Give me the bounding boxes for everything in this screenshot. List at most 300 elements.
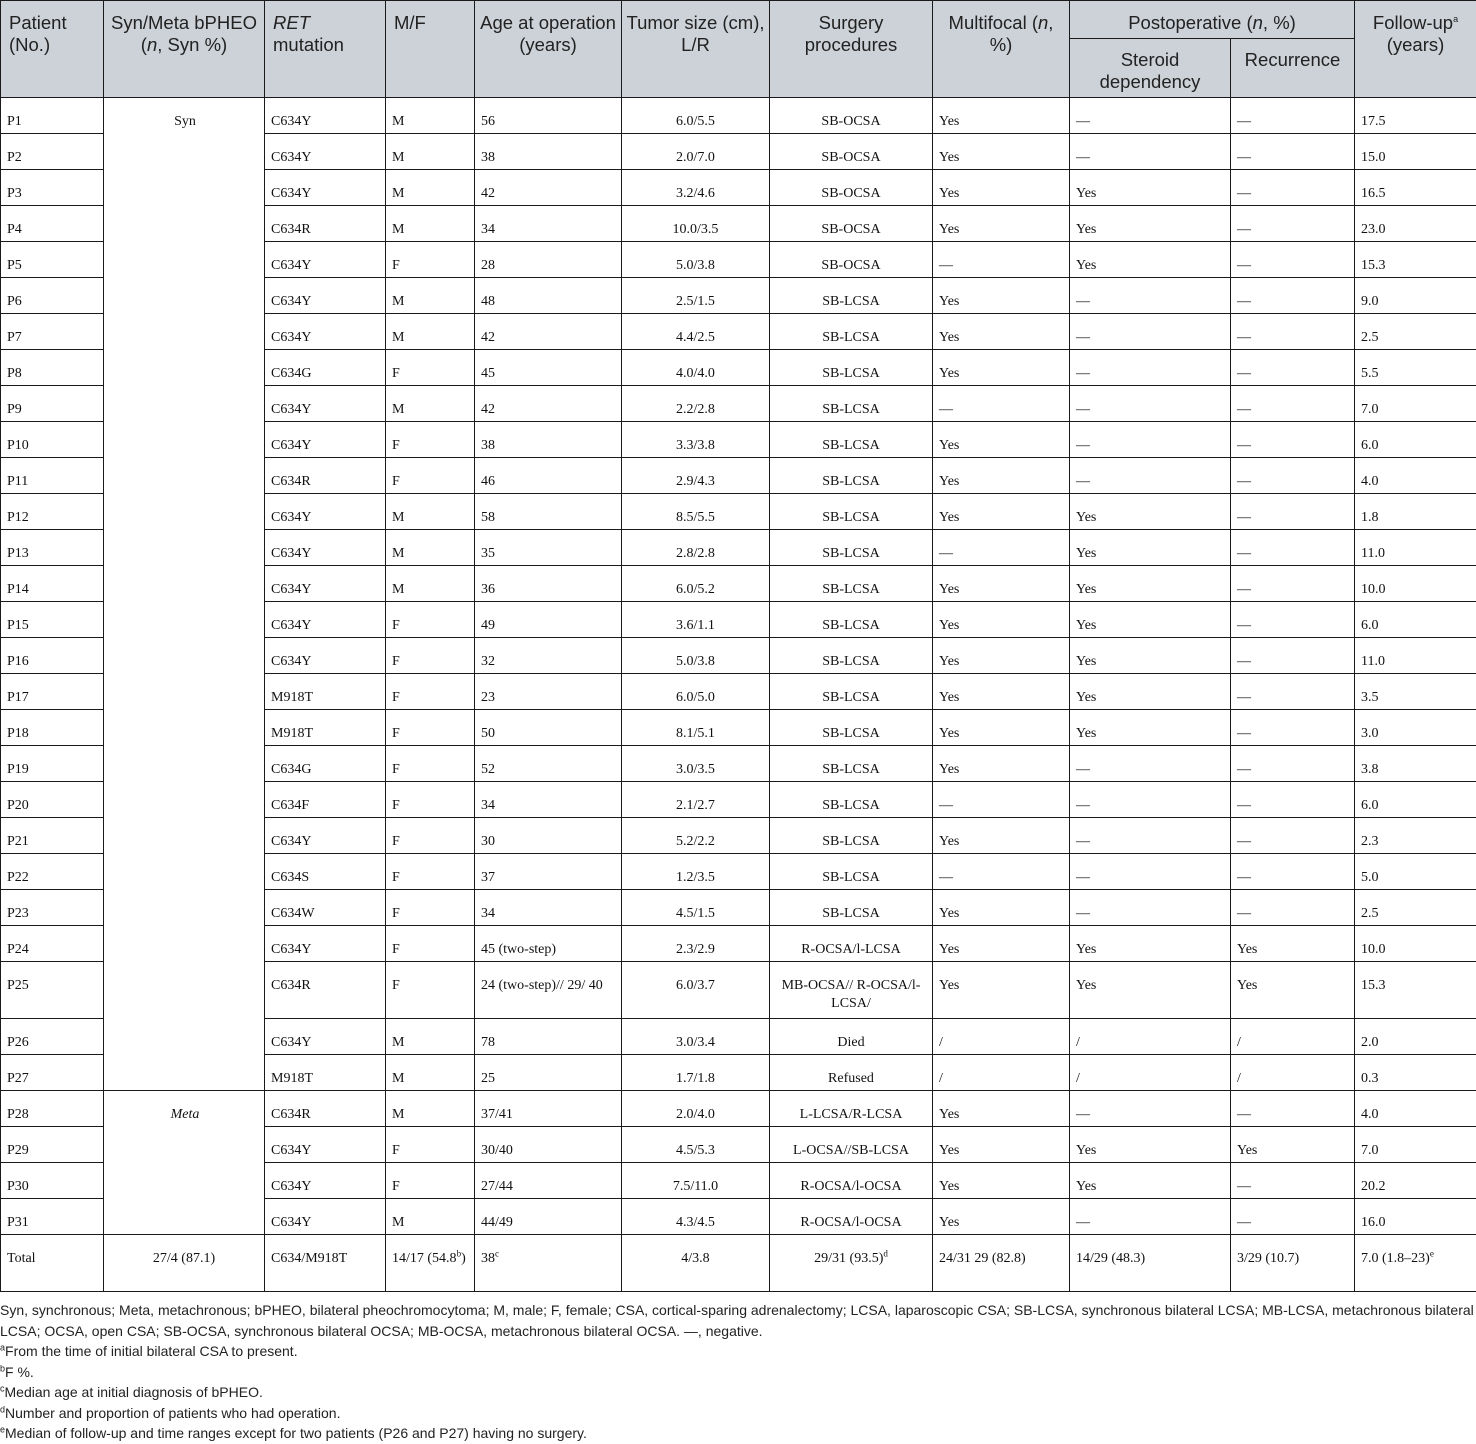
- header-surgery: Surgery procedures: [770, 1, 933, 98]
- cell-followup: 3.8: [1355, 746, 1476, 782]
- cell-followup: 2.0: [1355, 1019, 1476, 1055]
- header-steroid: Steroid dependency: [1070, 39, 1231, 98]
- header-age: Age at operation (years): [475, 1, 622, 98]
- cell-tumor: 3.3/3.8: [622, 422, 770, 458]
- cell-mf: M: [386, 1091, 475, 1127]
- cell-age: 42: [475, 170, 622, 206]
- cell-followup: 5.5: [1355, 350, 1476, 386]
- cell-multifocal: Yes: [933, 1199, 1070, 1235]
- cell-age: 30: [475, 818, 622, 854]
- cell-ret: C634Y: [265, 602, 386, 638]
- cell-ret: C634Y: [265, 422, 386, 458]
- cell-patient: P12: [1, 494, 104, 530]
- cell-ret: C634Y: [265, 278, 386, 314]
- cell-steroid: Yes: [1070, 494, 1231, 530]
- cell-steroid: Yes: [1070, 926, 1231, 962]
- cell-surgery: SB-LCSA: [770, 314, 933, 350]
- cell-recurrence: Yes: [1231, 1127, 1355, 1163]
- total-steroid: 14/29 (48.3): [1070, 1235, 1231, 1292]
- cell-ret: C634Y: [265, 1199, 386, 1235]
- cell-followup: 4.0: [1355, 458, 1476, 494]
- cell-steroid: —: [1070, 278, 1231, 314]
- cell-followup: 2.5: [1355, 890, 1476, 926]
- cell-followup: 4.0: [1355, 1091, 1476, 1127]
- cell-followup: 3.5: [1355, 674, 1476, 710]
- cell-steroid: Yes: [1070, 206, 1231, 242]
- cell-recurrence: —: [1231, 638, 1355, 674]
- cell-tumor: 8.5/5.5: [622, 494, 770, 530]
- cell-steroid: Yes: [1070, 1163, 1231, 1199]
- cell-patient: P5: [1, 242, 104, 278]
- cell-mf: M: [386, 494, 475, 530]
- cell-multifocal: —: [933, 530, 1070, 566]
- cell-multifocal: Yes: [933, 494, 1070, 530]
- cell-surgery: R-OCSA/l-OCSA: [770, 1199, 933, 1235]
- cell-surgery: Refused: [770, 1055, 933, 1091]
- table-row: [1, 98, 1476, 134]
- cell-surgery: SB-LCSA: [770, 530, 933, 566]
- total-recurrence: 3/29 (10.7): [1231, 1235, 1355, 1292]
- cell-mf: F: [386, 710, 475, 746]
- cell-surgery: SB-LCSA: [770, 458, 933, 494]
- cell-mf: F: [386, 674, 475, 710]
- footnote-item: $^e$Median of follow-up and time ranges except for two patients (P26 and P27) having no surgery.: [0, 1423, 1476, 1444]
- cell-multifocal: Yes: [933, 314, 1070, 350]
- cell-followup: 15.0: [1355, 134, 1476, 170]
- cell-steroid: —: [1070, 422, 1231, 458]
- cell-ret: C634Y: [265, 1163, 386, 1199]
- cell-patient: P31: [1, 1199, 104, 1235]
- footnote-item: $^b$F %.: [0, 1362, 1476, 1383]
- cell-mf: M: [386, 170, 475, 206]
- cell-ret: M918T: [265, 710, 386, 746]
- table-row: [1, 1091, 1476, 1127]
- cell-steroid: Yes: [1070, 530, 1231, 566]
- cell-ret: C634Y: [265, 494, 386, 530]
- cell-steroid: —: [1070, 350, 1231, 386]
- cell-steroid: Yes: [1070, 962, 1231, 1019]
- cell-recurrence: —: [1231, 494, 1355, 530]
- cell-recurrence: —: [1231, 386, 1355, 422]
- cell-surgery: Died: [770, 1019, 933, 1055]
- cell-multifocal: Yes: [933, 962, 1070, 1019]
- cell-steroid: —: [1070, 458, 1231, 494]
- cell-age: 56: [475, 98, 622, 134]
- header-syn-meta: Syn/Meta bPHEO (n, Syn %): [104, 1, 265, 98]
- cell-patient: P6: [1, 278, 104, 314]
- cell-followup: 1.8: [1355, 494, 1476, 530]
- cell-age: 42: [475, 314, 622, 350]
- cell-followup: 11.0: [1355, 530, 1476, 566]
- cell-recurrence: —: [1231, 1163, 1355, 1199]
- cell-tumor: 2.3/2.9: [622, 926, 770, 962]
- cell-multifocal: Yes: [933, 818, 1070, 854]
- cell-age: 32: [475, 638, 622, 674]
- cell-age: 78: [475, 1019, 622, 1055]
- cell-ret: C634Y: [265, 98, 386, 134]
- cell-recurrence: —: [1231, 278, 1355, 314]
- total-ret: C634/M918T: [265, 1235, 386, 1292]
- cell-multifocal: Yes: [933, 134, 1070, 170]
- cell-surgery: SB-LCSA: [770, 386, 933, 422]
- cell-surgery: SB-OCSA: [770, 242, 933, 278]
- cell-ret: C634Y: [265, 926, 386, 962]
- cell-recurrence: /: [1231, 1055, 1355, 1091]
- cell-tumor: 7.5/11.0: [622, 1163, 770, 1199]
- cell-age: 37: [475, 854, 622, 890]
- cell-tumor: 4.4/2.5: [622, 314, 770, 350]
- cell-mf: M: [386, 314, 475, 350]
- cell-mf: M: [386, 566, 475, 602]
- cell-recurrence: —: [1231, 746, 1355, 782]
- cell-ret: C634Y: [265, 1019, 386, 1055]
- cell-surgery: SB-LCSA: [770, 566, 933, 602]
- cell-multifocal: Yes: [933, 638, 1070, 674]
- cell-surgery: SB-OCSA: [770, 98, 933, 134]
- cell-tumor: 4.0/4.0: [622, 350, 770, 386]
- cell-multifocal: —: [933, 782, 1070, 818]
- cell-mf: M: [386, 530, 475, 566]
- cell-mf: M: [386, 134, 475, 170]
- cell-surgery: SB-LCSA: [770, 890, 933, 926]
- cell-recurrence: —: [1231, 854, 1355, 890]
- cell-mf: F: [386, 890, 475, 926]
- cell-tumor: 1.2/3.5: [622, 854, 770, 890]
- cell-patient: P8: [1, 350, 104, 386]
- cell-steroid: —: [1070, 1199, 1231, 1235]
- cell-multifocal: Yes: [933, 170, 1070, 206]
- cell-followup: 20.2: [1355, 1163, 1476, 1199]
- cell-recurrence: —: [1231, 206, 1355, 242]
- cell-ret: C634Y: [265, 566, 386, 602]
- cell-multifocal: Yes: [933, 1091, 1070, 1127]
- cell-tumor: 1.7/1.8: [622, 1055, 770, 1091]
- cell-age: 42: [475, 386, 622, 422]
- cell-surgery: SB-LCSA: [770, 854, 933, 890]
- cell-recurrence: —: [1231, 1091, 1355, 1127]
- cell-multifocal: Yes: [933, 746, 1070, 782]
- cell-mf: M: [386, 206, 475, 242]
- cell-tumor: 2.0/7.0: [622, 134, 770, 170]
- cell-age: 28: [475, 242, 622, 278]
- cell-followup: 2.3: [1355, 818, 1476, 854]
- cell-followup: 11.0: [1355, 638, 1476, 674]
- cell-mf: F: [386, 782, 475, 818]
- cell-patient: P13: [1, 530, 104, 566]
- cell-multifocal: —: [933, 242, 1070, 278]
- header-followup: Follow-$up^a$ (years): [1355, 1, 1476, 98]
- cell-recurrence: —: [1231, 242, 1355, 278]
- header-postoperative: Postoperative (n, %): [1070, 1, 1355, 39]
- cell-followup: 23.0: [1355, 206, 1476, 242]
- cell-steroid: Yes: [1070, 566, 1231, 602]
- cell-recurrence: —: [1231, 674, 1355, 710]
- cell-recurrence: —: [1231, 710, 1355, 746]
- cell-patient: P26: [1, 1019, 104, 1055]
- header-tumor-size: Tumor size (cm), L/R: [622, 1, 770, 98]
- total-mf: 14/17 (54.8$^b$): [386, 1235, 475, 1292]
- cell-followup: 15.3: [1355, 962, 1476, 1019]
- cell-mf: F: [386, 1163, 475, 1199]
- cell-tumor: 2.9/4.3: [622, 458, 770, 494]
- cell-recurrence: —: [1231, 458, 1355, 494]
- cell-age: 27/44: [475, 1163, 622, 1199]
- cell-patient: P25: [1, 962, 104, 1019]
- total-label: Total: [1, 1235, 104, 1292]
- footnote-item: $^d$Number and proportion of patients who had operation.: [0, 1403, 1476, 1424]
- cell-steroid: —: [1070, 746, 1231, 782]
- cell-patient: P28: [1, 1091, 104, 1127]
- group-meta: Meta: [104, 1091, 265, 1235]
- cell-recurrence: —: [1231, 890, 1355, 926]
- header-ret-mutation: RET mutation: [265, 1, 386, 98]
- footnote-item: $^c$Median age at initial diagnosis of bPHEO.: [0, 1382, 1476, 1403]
- cell-ret: C634R: [265, 458, 386, 494]
- cell-surgery: SB-LCSA: [770, 782, 933, 818]
- header-multifocal: Multifocal (n, %): [933, 1, 1070, 98]
- cell-multifocal: —: [933, 386, 1070, 422]
- cell-patient: P30: [1, 1163, 104, 1199]
- cell-surgery: R-OCSA/l-LCSA: [770, 926, 933, 962]
- cell-mf: F: [386, 818, 475, 854]
- cell-ret: C634Y: [265, 638, 386, 674]
- cell-followup: 6.0: [1355, 422, 1476, 458]
- cell-tumor: 4.3/4.5: [622, 1199, 770, 1235]
- total-age: 38$^c$: [475, 1235, 622, 1292]
- cell-mf: M: [386, 98, 475, 134]
- cell-surgery: SB-LCSA: [770, 746, 933, 782]
- cell-tumor: 4.5/1.5: [622, 890, 770, 926]
- cell-tumor: 5.0/3.8: [622, 638, 770, 674]
- header-patient: Patient (No.): [1, 1, 104, 98]
- cell-mf: F: [386, 854, 475, 890]
- cell-recurrence: —: [1231, 98, 1355, 134]
- cell-age: 35: [475, 530, 622, 566]
- cell-recurrence: —: [1231, 422, 1355, 458]
- cell-patient: P10: [1, 422, 104, 458]
- cell-mf: M: [386, 1055, 475, 1091]
- total-surgery: 29/31 $(93.5)^d$: [770, 1235, 933, 1292]
- cell-multifocal: Yes: [933, 926, 1070, 962]
- cell-patient: P16: [1, 638, 104, 674]
- cell-recurrence: —: [1231, 602, 1355, 638]
- cell-patient: P2: [1, 134, 104, 170]
- cell-age: 49: [475, 602, 622, 638]
- cell-age: 48: [475, 278, 622, 314]
- cell-patient: P3: [1, 170, 104, 206]
- total-followup: 7.0 $(1.8-23)^e$: [1355, 1235, 1476, 1292]
- cell-steroid: Yes: [1070, 674, 1231, 710]
- cell-patient: P14: [1, 566, 104, 602]
- cell-steroid: —: [1070, 314, 1231, 350]
- cell-mf: F: [386, 926, 475, 962]
- cell-surgery: SB-LCSA: [770, 638, 933, 674]
- total-syn-meta: 27/4 (87.1): [104, 1235, 265, 1292]
- cell-ret: C634Y: [265, 170, 386, 206]
- cell-mf: F: [386, 458, 475, 494]
- cell-patient: P22: [1, 854, 104, 890]
- cell-patient: P21: [1, 818, 104, 854]
- cell-recurrence: —: [1231, 314, 1355, 350]
- cell-steroid: Yes: [1070, 602, 1231, 638]
- cell-age: 36: [475, 566, 622, 602]
- cell-ret: M918T: [265, 674, 386, 710]
- cell-surgery: SB-LCSA: [770, 422, 933, 458]
- cell-steroid: —: [1070, 818, 1231, 854]
- cell-followup: 16.0: [1355, 1199, 1476, 1235]
- cell-patient: P29: [1, 1127, 104, 1163]
- cell-multifocal: /: [933, 1019, 1070, 1055]
- cell-patient: P11: [1, 458, 104, 494]
- cell-surgery: SB-OCSA: [770, 170, 933, 206]
- cell-surgery: L-LCSA/R-LCSA: [770, 1091, 933, 1127]
- group-syn: Syn: [104, 98, 265, 1091]
- cell-followup: 2.5: [1355, 314, 1476, 350]
- cell-surgery: SB-OCSA: [770, 134, 933, 170]
- cell-ret: C634Y: [265, 530, 386, 566]
- cell-tumor: 5.2/2.2: [622, 818, 770, 854]
- cell-multifocal: Yes: [933, 458, 1070, 494]
- cell-steroid: —: [1070, 98, 1231, 134]
- cell-followup: 17.5: [1355, 98, 1476, 134]
- cell-multifocal: Yes: [933, 1127, 1070, 1163]
- cell-tumor: 6.0/5.5: [622, 98, 770, 134]
- cell-surgery: SB-LCSA: [770, 602, 933, 638]
- cell-tumor: 3.6/1.1: [622, 602, 770, 638]
- cell-multifocal: Yes: [933, 710, 1070, 746]
- cell-steroid: —: [1070, 134, 1231, 170]
- cell-ret: C634R: [265, 962, 386, 1019]
- cell-age: 45 (two-step): [475, 926, 622, 962]
- cell-tumor: 4.5/5.3: [622, 1127, 770, 1163]
- cell-age: 24 (two-step)// 29/ 40: [475, 962, 622, 1019]
- cell-tumor: 6.0/5.2: [622, 566, 770, 602]
- footnote-list: [0, 1341, 1476, 1444]
- cell-surgery: SB-OCSA: [770, 206, 933, 242]
- cell-steroid: —: [1070, 782, 1231, 818]
- cell-age: 34: [475, 206, 622, 242]
- cell-age: 38: [475, 422, 622, 458]
- cell-steroid: —: [1070, 1091, 1231, 1127]
- total-row: [1, 1235, 1476, 1292]
- cell-tumor: 2.1/2.7: [622, 782, 770, 818]
- cell-followup: 7.0: [1355, 386, 1476, 422]
- cell-age: 23: [475, 674, 622, 710]
- cell-ret: M918T: [265, 1055, 386, 1091]
- cell-multifocal: Yes: [933, 674, 1070, 710]
- cell-multifocal: Yes: [933, 206, 1070, 242]
- cell-multifocal: Yes: [933, 278, 1070, 314]
- header-recurrence: Recurrence: [1231, 39, 1355, 98]
- cell-tumor: 3.0/3.4: [622, 1019, 770, 1055]
- cell-multifocal: /: [933, 1055, 1070, 1091]
- cell-surgery: SB-LCSA: [770, 494, 933, 530]
- cell-mf: M: [386, 278, 475, 314]
- cell-followup: 10.0: [1355, 926, 1476, 962]
- cell-age: 37/41: [475, 1091, 622, 1127]
- cell-patient: P19: [1, 746, 104, 782]
- cell-tumor: 3.2/4.6: [622, 170, 770, 206]
- cell-patient: P23: [1, 890, 104, 926]
- cell-followup: 6.0: [1355, 782, 1476, 818]
- cell-patient: P4: [1, 206, 104, 242]
- cell-mf: M: [386, 1019, 475, 1055]
- cell-recurrence: Yes: [1231, 962, 1355, 1019]
- cell-recurrence: —: [1231, 818, 1355, 854]
- cell-tumor: 8.1/5.1: [622, 710, 770, 746]
- cell-followup: 0.3: [1355, 1055, 1476, 1091]
- cell-tumor: 10.0/3.5: [622, 206, 770, 242]
- cell-age: 34: [475, 782, 622, 818]
- cell-ret: C634Y: [265, 314, 386, 350]
- cell-ret: C634R: [265, 206, 386, 242]
- cell-patient: P17: [1, 674, 104, 710]
- cell-mf: F: [386, 350, 475, 386]
- cell-surgery: SB-LCSA: [770, 818, 933, 854]
- cell-followup: 3.0: [1355, 710, 1476, 746]
- cell-patient: P1: [1, 98, 104, 134]
- cell-tumor: 3.0/3.5: [622, 746, 770, 782]
- footnote-item: $^a$From the time of initial bilateral CSA to present.: [0, 1341, 1476, 1362]
- table-body: [1, 98, 1476, 1292]
- cell-ret: C634Y: [265, 242, 386, 278]
- cell-ret: C634R: [265, 1091, 386, 1127]
- cell-tumor: 6.0/5.0: [622, 674, 770, 710]
- cell-recurrence: —: [1231, 170, 1355, 206]
- cell-mf: F: [386, 422, 475, 458]
- cell-ret: C634S: [265, 854, 386, 890]
- cell-recurrence: /: [1231, 1019, 1355, 1055]
- cell-ret: C634Y: [265, 386, 386, 422]
- cell-patient: P9: [1, 386, 104, 422]
- cell-mf: F: [386, 602, 475, 638]
- cell-steroid: —: [1070, 854, 1231, 890]
- cell-age: 34: [475, 890, 622, 926]
- cell-followup: 6.0: [1355, 602, 1476, 638]
- cell-surgery: SB-LCSA: [770, 350, 933, 386]
- cell-patient: P7: [1, 314, 104, 350]
- cell-recurrence: —: [1231, 1199, 1355, 1235]
- cell-ret: C634F: [265, 782, 386, 818]
- cell-recurrence: —: [1231, 566, 1355, 602]
- table-header: [1, 1, 1476, 98]
- cell-recurrence: —: [1231, 530, 1355, 566]
- cell-steroid: /: [1070, 1055, 1231, 1091]
- cell-age: 52: [475, 746, 622, 782]
- cell-age: 46: [475, 458, 622, 494]
- cell-steroid: Yes: [1070, 710, 1231, 746]
- cell-tumor: 5.0/3.8: [622, 242, 770, 278]
- cell-tumor: 2.2/2.8: [622, 386, 770, 422]
- cell-surgery: SB-LCSA: [770, 710, 933, 746]
- cell-ret: C634Y: [265, 1127, 386, 1163]
- cell-recurrence: —: [1231, 134, 1355, 170]
- cell-age: 25: [475, 1055, 622, 1091]
- cell-steroid: Yes: [1070, 638, 1231, 674]
- cell-steroid: —: [1070, 386, 1231, 422]
- cell-multifocal: Yes: [933, 602, 1070, 638]
- cell-steroid: —: [1070, 890, 1231, 926]
- cell-mf: F: [386, 746, 475, 782]
- cell-age: 50: [475, 710, 622, 746]
- cell-patient: P27: [1, 1055, 104, 1091]
- cell-followup: 7.0: [1355, 1127, 1476, 1163]
- footnote-abbreviations: Syn, synchronous; Meta, metachronous; bPHEO, bilateral pheochromocytoma; M, male; F, female; CSA, cortical-sparing adrenalectomy; LCSA, laparoscopic CSA; SB-LCSA, synchronous bilateral LCSA; MB-LCSA, metachronous bilateral LCSA; OCSA, open CSA; SB-OCSA, synchronous bilateral OCSA; MB-OCSA, metachronous bilateral OCSA. —, negative.: [0, 1300, 1476, 1341]
- cell-surgery: L-OCSA//SB-LCSA: [770, 1127, 933, 1163]
- cell-patient: P15: [1, 602, 104, 638]
- cell-followup: 5.0: [1355, 854, 1476, 890]
- cell-ret: C634Y: [265, 134, 386, 170]
